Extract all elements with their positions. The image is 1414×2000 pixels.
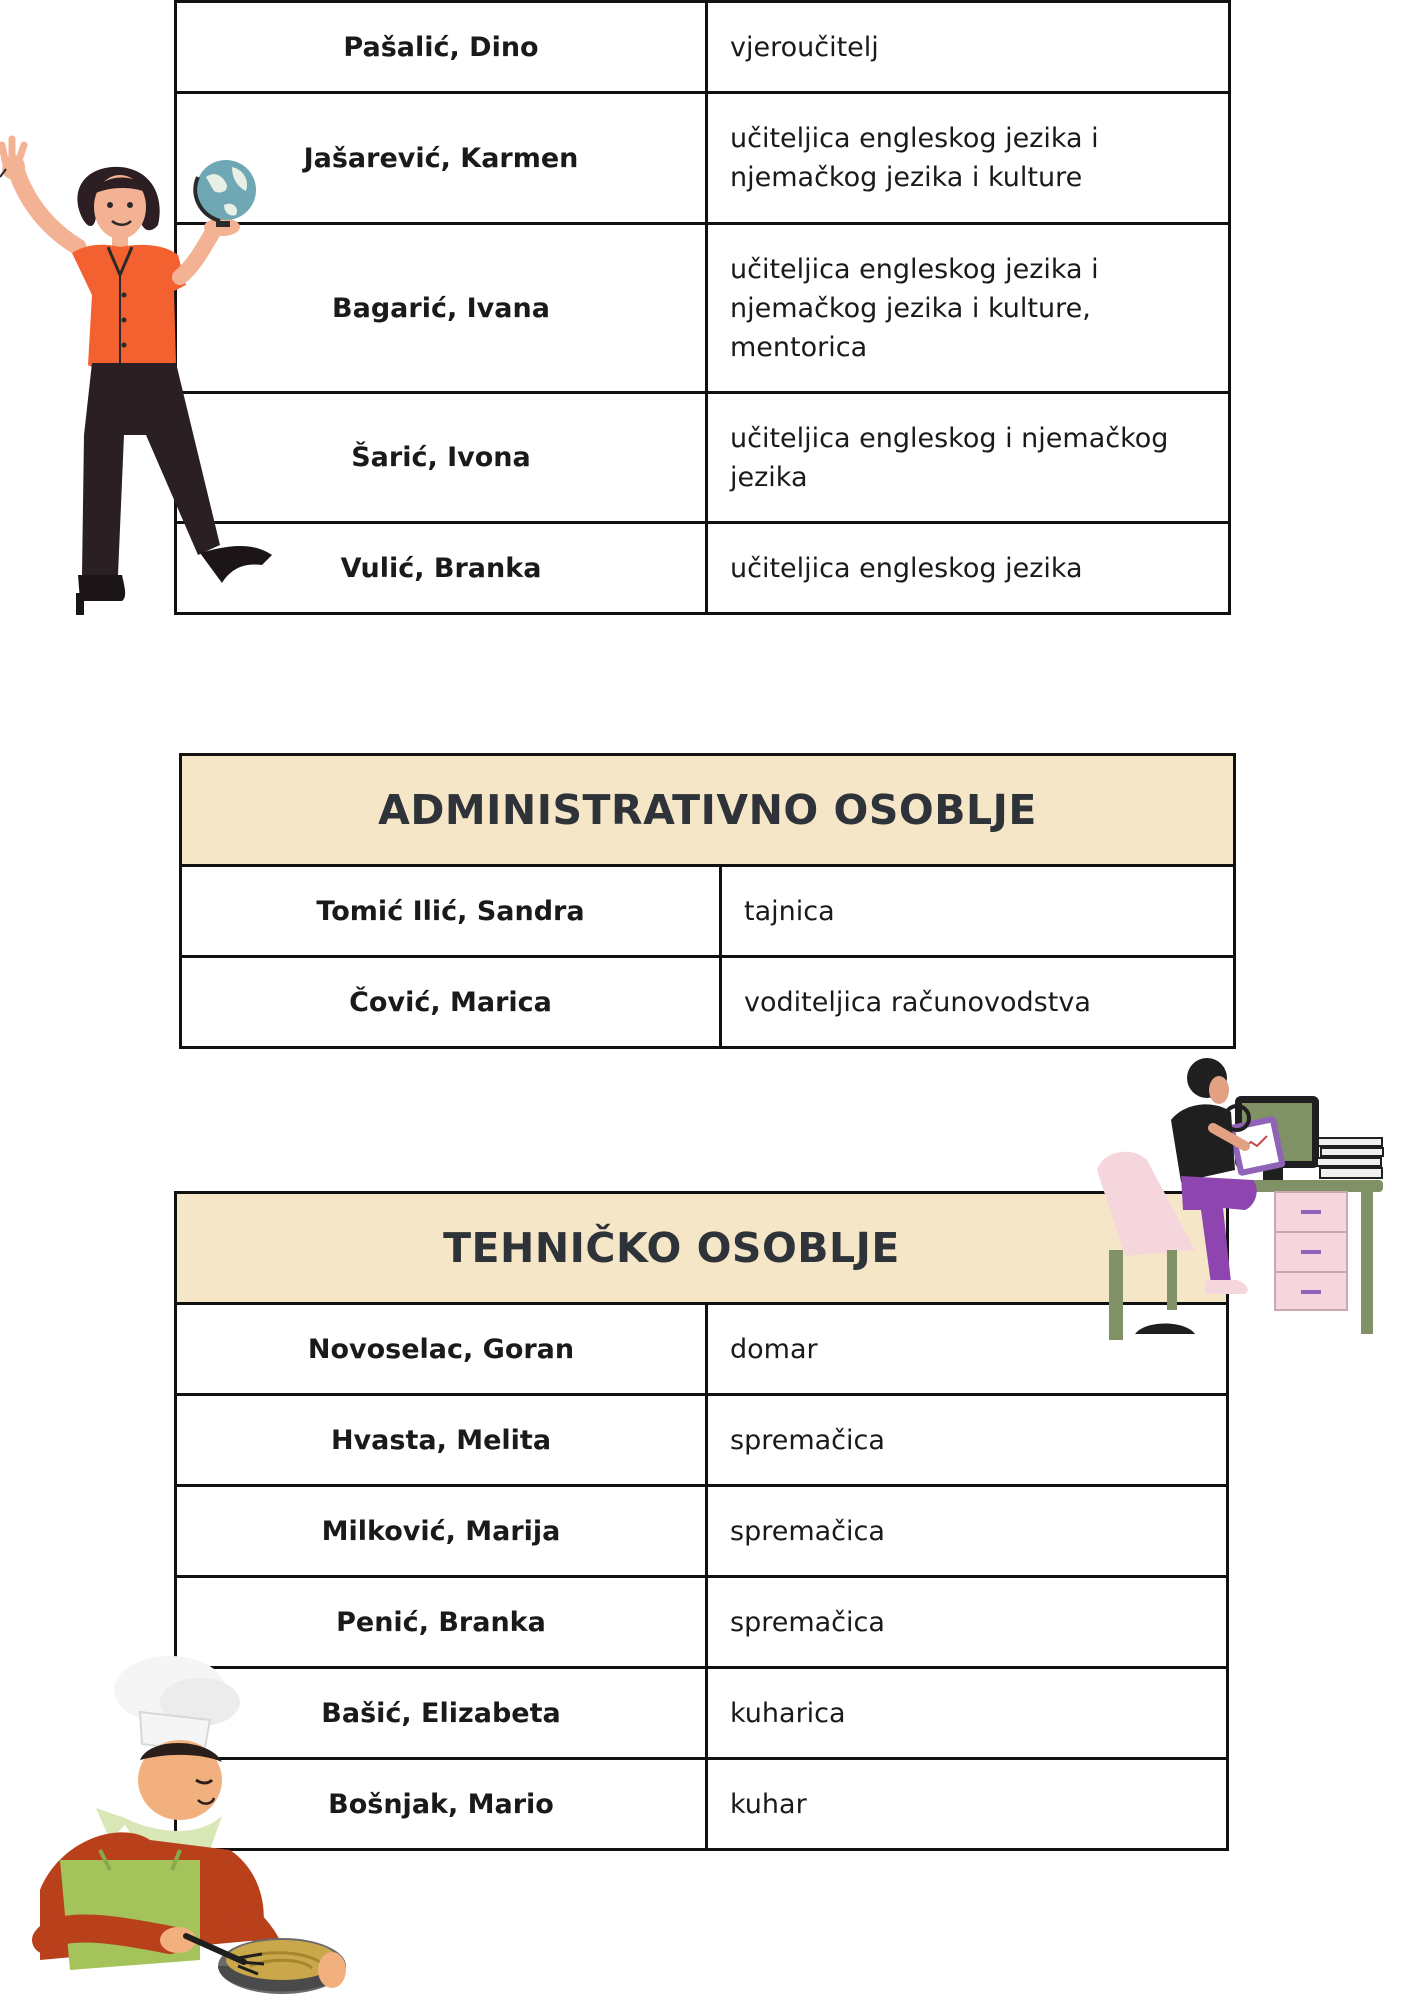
- table-row: [181, 957, 1235, 1048]
- section-header-row: [176, 1193, 1228, 1304]
- staff-name: Šarić, Ivona: [176, 393, 707, 523]
- staff-name: Jašarević, Karmen: [176, 93, 707, 224]
- staff-name: Penić, Branka: [176, 1577, 707, 1668]
- staff-role: kuharica: [707, 1668, 1228, 1759]
- staff-name: Bagarić, Ivana: [176, 224, 707, 393]
- staff-name: Milković, Marija: [176, 1486, 707, 1577]
- table-row: [176, 1486, 1228, 1577]
- staff-role: učiteljica engleskog jezika i njemačkog jezika i kulture: [707, 93, 1230, 224]
- staff-role: učiteljica engleskog jezika: [707, 523, 1230, 614]
- staff-name: Čović, Marica: [181, 957, 721, 1048]
- staff-name: Bašić, Elizabeta: [176, 1668, 707, 1759]
- staff-name: Vulić, Branka: [176, 523, 707, 614]
- section-title: ADMINISTRATIVNO OSOBLJE: [181, 755, 1235, 866]
- teacher-with-globe-illustration: [0, 135, 290, 615]
- table-row: [176, 393, 1230, 523]
- staff-name: Hvasta, Melita: [176, 1395, 707, 1486]
- staff-name: Tomić Ilić, Sandra: [181, 866, 721, 957]
- staff-role: spremačica: [707, 1486, 1228, 1577]
- table-row: [181, 866, 1235, 957]
- staff-name: Pašalić, Dino: [176, 2, 707, 93]
- staff-role: kuhar: [707, 1759, 1228, 1850]
- staff-role: domar: [707, 1304, 1228, 1395]
- staff-role: učiteljica engleskog i njemačkog jezika: [707, 393, 1230, 523]
- table-row: [176, 1395, 1228, 1486]
- office-worker-at-desk-illustration: [1085, 1050, 1385, 1340]
- table-row: [176, 1304, 1228, 1395]
- table-row: [176, 2, 1230, 93]
- table-row: [176, 224, 1230, 393]
- staff-role: vjeroučitelj: [707, 2, 1230, 93]
- chef-cooking-illustration: [0, 1640, 360, 2000]
- section-title: TEHNIČKO OSOBLJE: [176, 1193, 1228, 1304]
- staff-role: učiteljica engleskog jezika i njemačkog jezika i kulture, mentorica: [707, 224, 1230, 393]
- staff-role: spremačica: [707, 1577, 1228, 1668]
- staff-role: spremačica: [707, 1395, 1228, 1486]
- table-row: [176, 93, 1230, 224]
- staff-role: tajnica: [721, 866, 1235, 957]
- staff-name: Bošnjak, Mario: [176, 1759, 707, 1850]
- teachers-table: [174, 0, 1231, 615]
- section-header-row: [181, 755, 1235, 866]
- admin-staff-table: [179, 753, 1236, 1049]
- staff-role: voditeljica računovodstva: [721, 957, 1235, 1048]
- staff-name: Novoselac, Goran: [176, 1304, 707, 1395]
- table-row: [176, 523, 1230, 614]
